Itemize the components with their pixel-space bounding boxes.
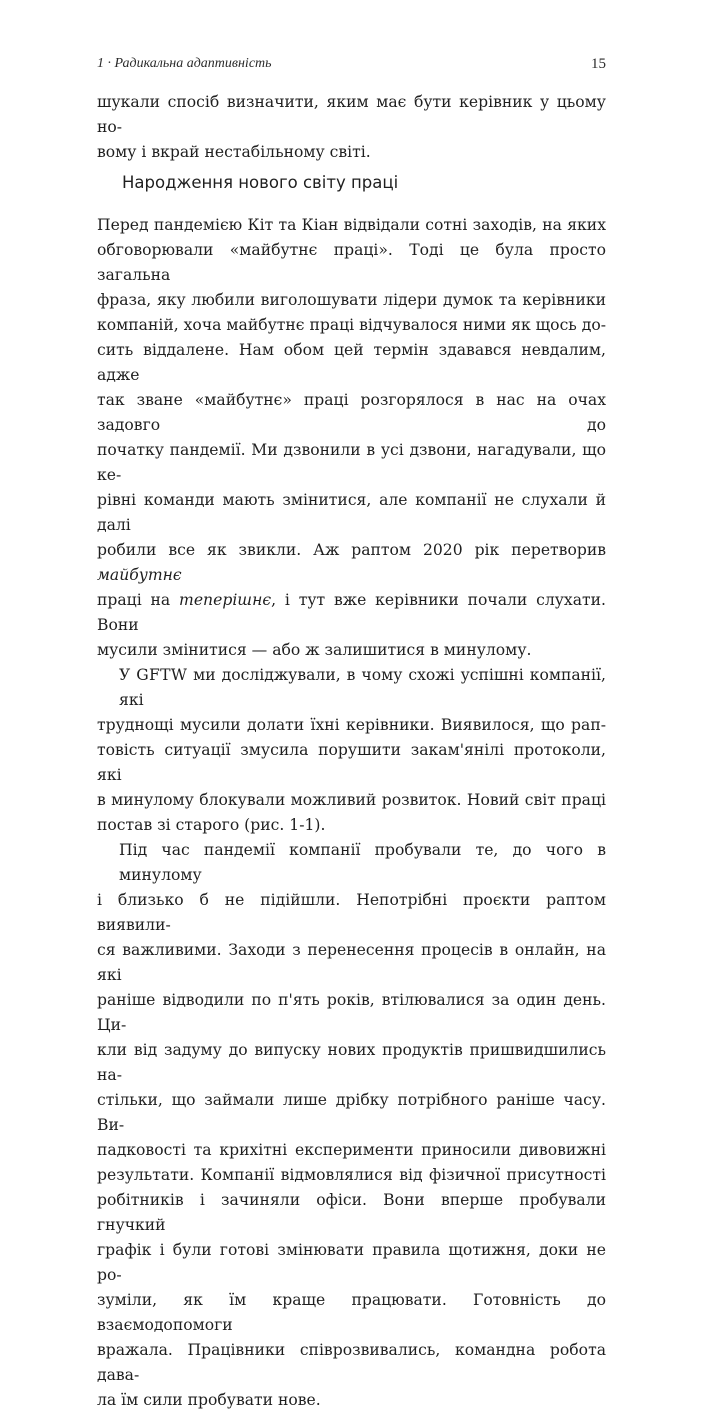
text-line: рівні команди мають змінитися, але компанії не слухали й далі: [97, 491, 606, 534]
acronym: GFTW: [136, 666, 188, 684]
text-line: товість ситуації змусила порушити закам'янілі протоколи, які: [97, 741, 606, 784]
text-line-with-acronym: [97, 663, 606, 713]
text-line: раніше відводили по п'ять років, втілювалися за один день. Ци-: [97, 991, 606, 1034]
text-line: вому і вкрай нестабільному світі.: [97, 143, 371, 161]
text-line: фраза, яку любили виголошувати лідери думок та керівники: [97, 291, 606, 309]
text-line-with-emphasis: [97, 588, 606, 638]
text-line: ла їм сили пробувати нове.: [97, 1391, 321, 1409]
text-line: мусили змінитися — або ж залишитися в минулому.: [97, 641, 532, 659]
text-fragment: ми досліджували, в чому схожі успішні компанії, які: [119, 666, 606, 709]
text-line: шукали спосіб визначити, яким має бути керівник у цьому но-: [97, 93, 606, 136]
text-line: робітників і зачиняли офіси. Вони вперше пробували гнучкий: [97, 1191, 606, 1234]
text-fragment: , і тут вже керівники почали слухати. Вони: [97, 591, 606, 634]
emphasis: майбутнє: [97, 566, 182, 584]
text-line: і близько б не підійшли. Непотрібні проєкти раптом виявили-: [97, 891, 606, 934]
text-line: падковості та крихітні експерименти приносили дивовижні: [97, 1141, 606, 1159]
text-line: стільки, що займали лише дрібку потрібного раніше часу. Ви-: [97, 1091, 606, 1134]
text-line-with-emphasis: [97, 538, 606, 588]
chapter-number: 1: [97, 56, 104, 71]
page-number: 15: [591, 56, 606, 72]
text-line: в минулому блокували можливий розвиток. Новий світ праці: [97, 791, 606, 809]
text-line: графік і були готові змінювати правила щотижня, доки не ро-: [97, 1241, 606, 1284]
text-line: сить віддалене. Нам обом цей термін здавався невдалим, адже: [97, 341, 606, 384]
text-fragment: праці на: [97, 591, 171, 609]
text-fragment: У: [119, 666, 131, 684]
text-line: результати. Компанії відмовлялися від фізичної присутності: [97, 1166, 606, 1184]
section-heading: Народження нового світу праці: [122, 173, 399, 192]
text-line: ся важливими. Заходи з перенесення процесів в онлайн, на які: [97, 941, 606, 984]
emphasis: теперішнє: [179, 591, 272, 609]
text-line: труднощі мусили долати їхні керівники. Виявилося, що рап-: [97, 716, 606, 734]
text-line: постав зі старого (рис. 1-1).: [97, 816, 326, 834]
text-line: кли від задуму до випуску нових продуктів пришвидшились на-: [97, 1041, 606, 1084]
separator: ·: [107, 56, 111, 71]
text-line: зуміли, як їм краще працювати. Готовність до взаємодопомоги: [97, 1291, 606, 1334]
chapter-title: Радикальна адаптивність: [114, 56, 272, 71]
text-line: компаній, хоча майбутнє праці відчувалося ними як щось до-: [97, 316, 607, 334]
body-text: [97, 213, 606, 1413]
text-fragment: робили все як звикли. Аж раптом 2020 рік перетворив: [97, 541, 606, 559]
text-line: початку пандемії. Ми дзвонили в усі дзвони, нагадували, що ке-: [97, 441, 606, 484]
running-head: [97, 56, 606, 74]
continued-paragraph: [97, 90, 606, 165]
text-line: Під час пандемії компанії пробували те, до чого в минулому: [119, 841, 606, 884]
text-line: вражала. Працівники співрозвивались, командна робота дава-: [97, 1341, 606, 1384]
text-line: так зване «майбутнє» праці розгорялося в нас на очах задовго до: [97, 391, 606, 434]
text-line: Перед пандемією Кіт та Кіан відвідали сотні заходів, на яких: [97, 216, 606, 234]
text-line: обговорювали «майбутнє праці». Тоді це була просто загальна: [97, 241, 606, 284]
